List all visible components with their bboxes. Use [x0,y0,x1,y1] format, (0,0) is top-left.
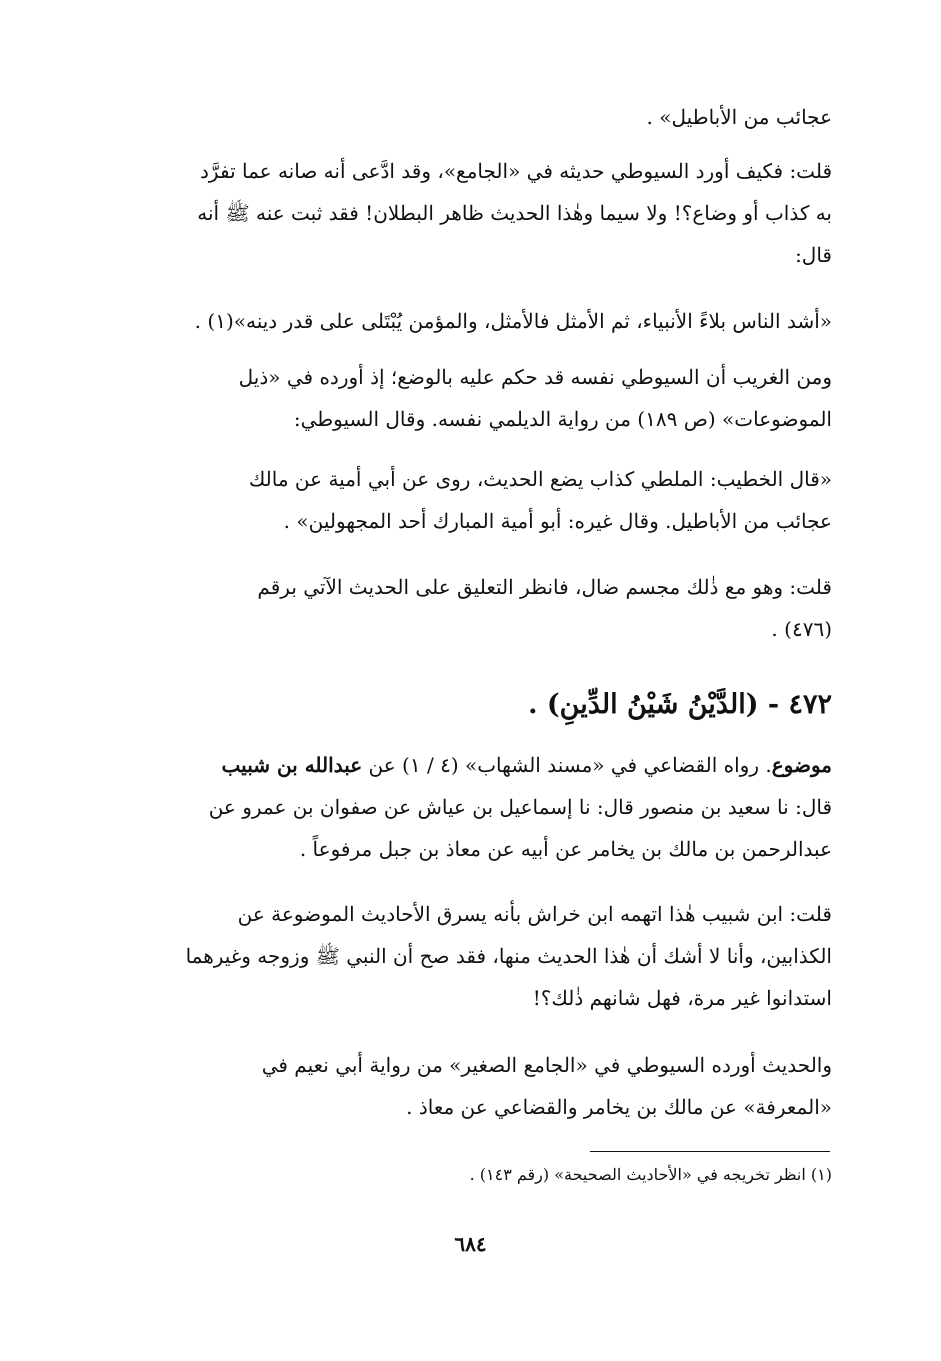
hadith-heading: ٤٧٢ - (الدَّيْنُ شَيْنُ الدِّينِ) . [528,689,832,720]
footnote-divider [590,1151,830,1152]
continuation-paragraph [106,96,832,138]
text-line: الكذابين، وأنا لا أشك أن هٰذا الحديث منها، فقد صح أن النبي ﷺ وزوجه وغيرهما [185,944,832,968]
text-line: به كذاب أو وضاع؟! ولا سيما وهٰذا الحديث ظاهر البطلان! فقد ثبت عنه ﷺ أنه [197,201,832,225]
text-line: عجائب من الأباطيل» . [646,105,832,129]
text-line: عبدالرحمن بن مالك بن يخامر عن أبيه عن معاذ بن جبل مرفوعاً . [299,837,832,861]
text-line [106,744,832,786]
text-line: قلت: وهو مع ذٰلك مجسم ضال، فانظر التعليق على الحديث الآتي برقم [257,575,832,599]
page-number: ٦٨٤ [454,1232,487,1256]
quote-paragraph [106,458,832,542]
footnote: (١) انظر تخريجه في «الأحاديث الصحيحة» (رقم ١٤٣) . [469,1165,832,1184]
text-line: (٤٧٦) . [771,617,832,641]
text-line: قال: [795,243,832,267]
comment-paragraph-4 [106,893,832,1019]
text-line: الموضوعات» (ص ١٨٩) من رواية الديلمي نفسه. وقال السيوطي: [293,407,832,431]
text-line: استدانوا غير مرة، فهل شانهم ذٰلك؟! [532,986,832,1010]
takhrij-paragraph [106,744,832,870]
text-line: قلت: ابن شبيب هٰذا اتهمه ابن خراش بأنه يسرق الأحاديث الموضوعة عن [237,902,832,926]
text-line: ومن الغريب أن السيوطي نفسه قد حكم عليه بالوضع؛ إذ أورده في «ذيل [238,365,832,389]
comment-paragraph-2 [106,356,832,440]
text-span: . رواه القضاعي في «مسند الشهاب» (٤ / ١) عن [362,753,772,777]
text-line: «أشد الناس بلاءً الأنبياء، ثم الأمثل فالأمثل، والمؤمن يُبْتَلى على قدر دينه»(١) . [194,309,832,333]
text-line: قال: نا سعيد بن منصور قال: نا إسماعيل بن عياش عن صفوان بن عمرو عن [208,795,832,819]
comment-paragraph-5 [106,1044,832,1128]
text-line: قلت: فكيف أورد السيوطي حديثه في «الجامع»، وقد ادَّعى أنه صانه عما تفرَّد [200,159,832,183]
hadith-quote [106,300,832,342]
comment-paragraph-1 [106,150,832,276]
text-line: «قال الخطيب: الملطي كذاب يضع الحديث، روى عن أبي أمية عن مالك [248,467,832,491]
text-line: والحديث أورده السيوطي في «الجامع الصغير» من رواية أبي نعيم في [261,1053,832,1077]
narrator-name: عبدالله بن شبيب [221,753,363,777]
text-line: «المعرفة» عن مالك بن يخامر والقضاعي عن معاذ . [406,1095,832,1119]
comment-paragraph-3 [106,566,832,650]
text-line: عجائب من الأباطيل. وقال غيره: أبو أمية المبارك أحد المجهولين» . [283,509,832,533]
grading-label: موضوع [771,753,832,777]
